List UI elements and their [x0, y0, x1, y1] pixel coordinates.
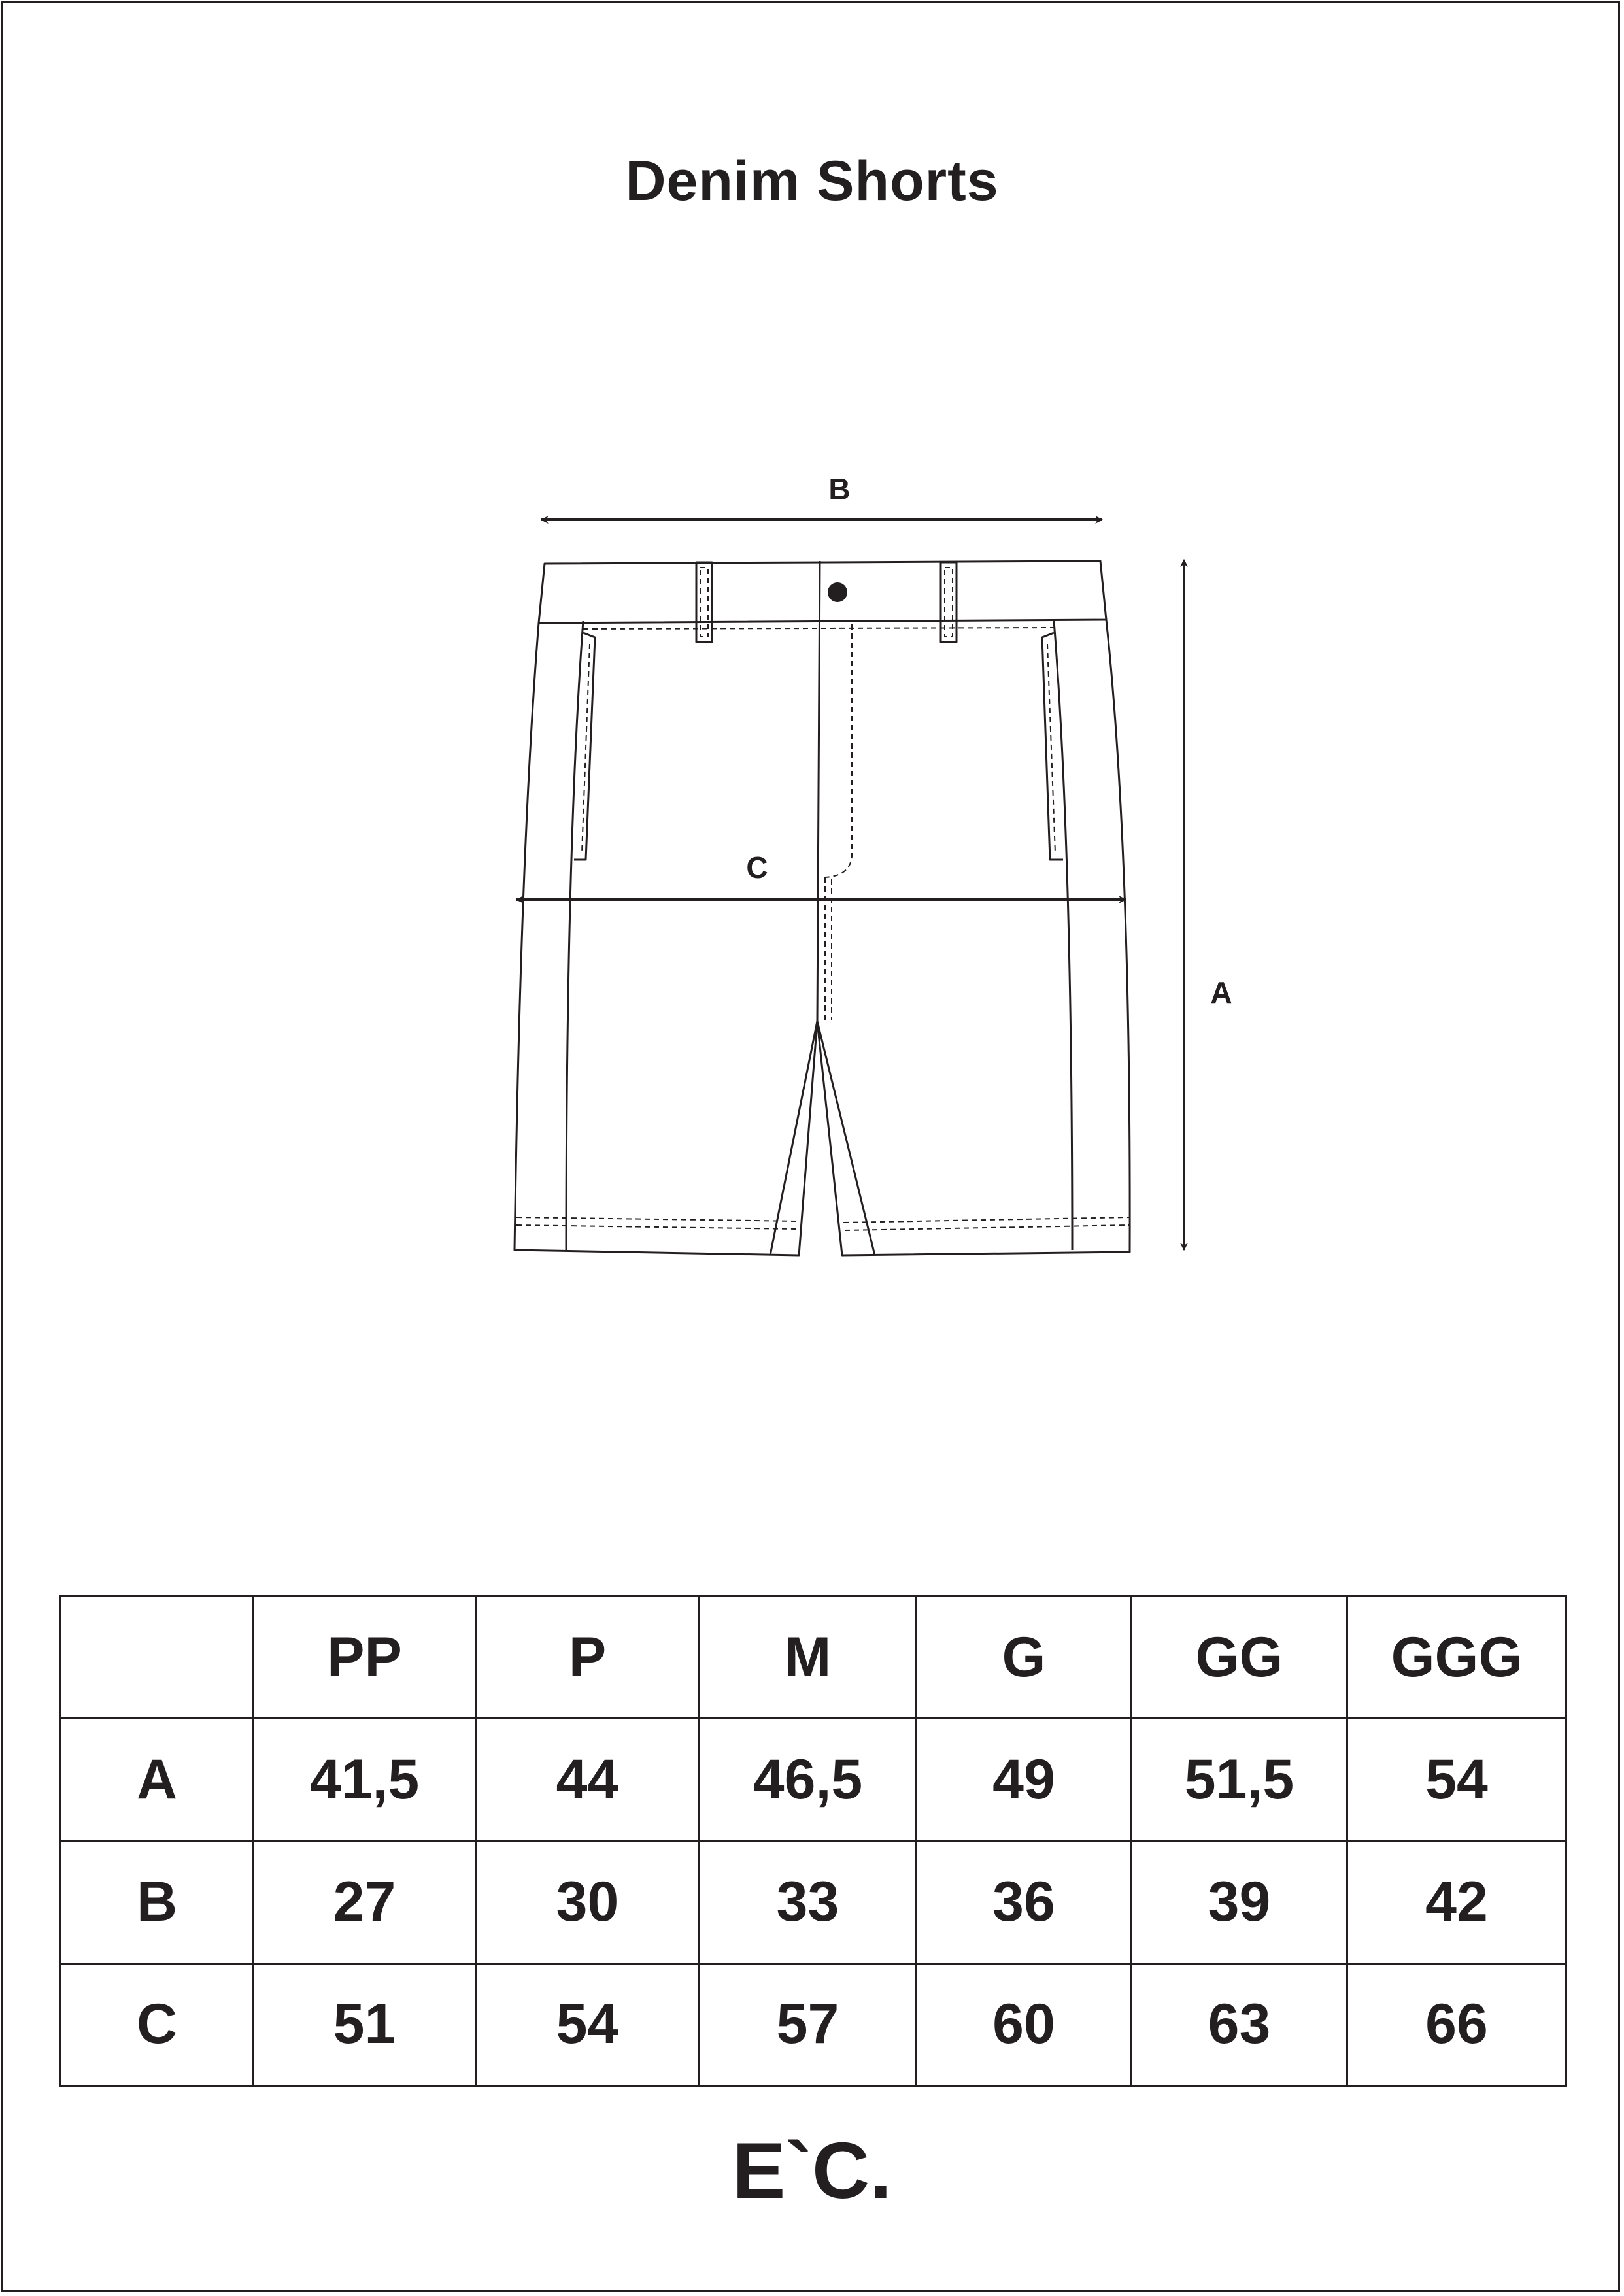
row-label: B: [61, 1841, 254, 1963]
belt-loop-left: [696, 562, 712, 642]
table-cell: 51: [254, 1963, 476, 2085]
table-cell: 27: [254, 1841, 476, 1963]
table-cell: 54: [1347, 1719, 1566, 1841]
table-cell: 57: [700, 1963, 917, 2085]
table-cell: 44: [476, 1719, 700, 1841]
dimension-a-label: A: [1210, 975, 1232, 1009]
right-leg-inner: [817, 1021, 875, 1255]
row-label: C: [61, 1963, 254, 2085]
table-row: [61, 1719, 1566, 1841]
table-header-cell: M: [700, 1596, 917, 1719]
table-cell: 33: [700, 1841, 917, 1963]
table-row: [61, 1841, 1566, 1963]
center-front-line: [817, 561, 820, 1021]
right-pocket: [1042, 633, 1063, 860]
left-side-seam: [566, 621, 583, 1250]
table-cell: 46,5: [700, 1719, 917, 1841]
table-cell: 66: [1347, 1963, 1566, 2085]
table-header-cell: P: [476, 1596, 700, 1719]
dimension-b-label: B: [828, 472, 851, 506]
table-cell: 41,5: [254, 1719, 476, 1841]
left-leg-inner: [770, 1021, 817, 1255]
table-header-cell: GGG: [1347, 1596, 1566, 1719]
table-cell: 39: [1132, 1841, 1347, 1963]
table-header-row: [61, 1596, 1566, 1719]
button: [828, 582, 847, 602]
size-chart-table: [59, 1595, 1567, 2087]
brand-logo: E`C.: [732, 2126, 892, 2215]
table-cell: 51,5: [1132, 1719, 1347, 1841]
table-header-cell: PP: [254, 1596, 476, 1719]
row-label: A: [61, 1719, 254, 1841]
table-header-cell: [61, 1596, 254, 1719]
shorts-outline: [515, 620, 1130, 1255]
table-cell: 60: [917, 1963, 1132, 2085]
table-row: [61, 1963, 1566, 2085]
table-cell: 49: [917, 1719, 1132, 1841]
left-pocket: [574, 633, 595, 860]
table-cell: 30: [476, 1841, 700, 1963]
page-title: Denim Shorts: [625, 150, 999, 212]
table-cell: 63: [1132, 1963, 1347, 2085]
dimension-c-label: C: [746, 851, 768, 885]
table-header-cell: G: [917, 1596, 1132, 1719]
table-cell: 54: [476, 1963, 700, 2085]
belt-loop-right: [941, 562, 956, 642]
table-header-cell: GG: [1132, 1596, 1347, 1719]
waistband: [539, 561, 1106, 623]
right-side-seam: [1054, 621, 1072, 1250]
table-cell: 42: [1347, 1841, 1566, 1963]
table-cell: 36: [917, 1841, 1132, 1963]
